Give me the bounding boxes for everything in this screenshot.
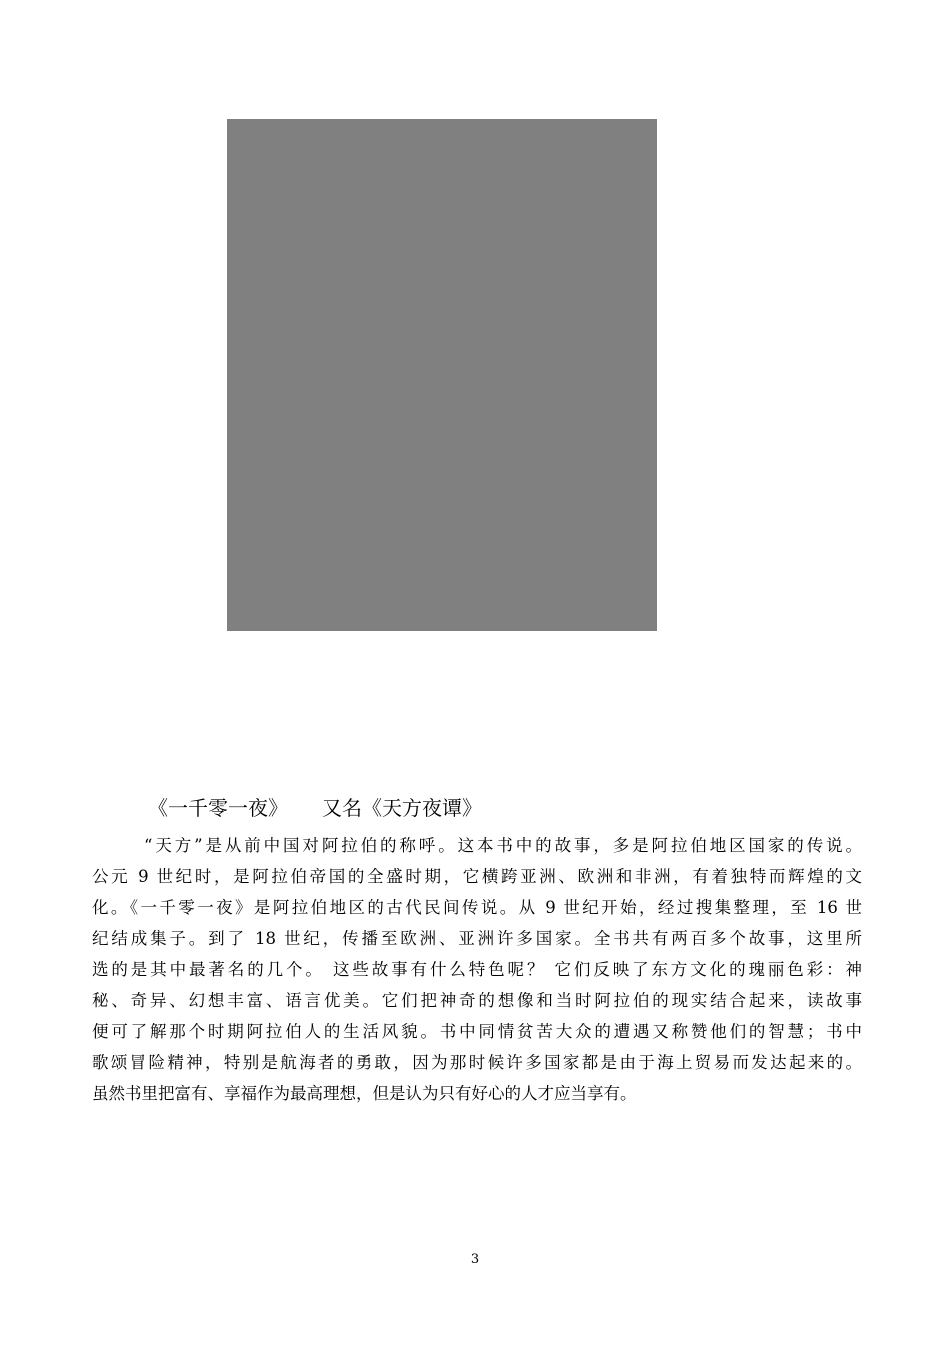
title-main: 《一千零一夜》 xyxy=(148,796,288,820)
paragraph-line: 选的是其中最著名的几个。 这些故事有什么特色呢？ 它们反映了东方文化的瑰丽色彩：神 xyxy=(92,960,862,979)
paragraph-line: 虽然书里把富有、享福作为最高理想，但是认为只有好心的人才应当享有。 xyxy=(92,1084,637,1103)
illustration-placeholder xyxy=(227,119,657,631)
paragraph-line: 纪结成集子。到了 18 世纪，传播至欧洲、亚洲许多国家。全书共有两百多个故事，这里所 xyxy=(92,929,862,948)
paragraph-line: 便可了解那个时期阿拉伯人的生活风貌。书中同情贫苦大众的遭遇又称赞他们的智慧；书中 xyxy=(92,1022,862,1041)
paragraph-line: 秘、奇异、幻想丰富、语言优美。它们把神奇的想像和当时阿拉伯的现实结合起来，读故事 xyxy=(92,991,862,1010)
paragraph-line: 化。《一千零一夜》是阿拉伯地区的古代民间传说。从 9 世纪开始，经过搜集整理，至 16 世 xyxy=(92,898,862,917)
book-title xyxy=(148,793,482,823)
paragraph-line: 歌颂冒险精神，特别是航海者的勇敢，因为那时候许多国家都是由于海上贸易而发达起来的。 xyxy=(92,1053,862,1072)
title-alt: 又名《天方夜谭》 xyxy=(322,796,482,820)
intro-paragraph xyxy=(92,830,862,1109)
page-number: 3 xyxy=(470,1252,480,1267)
paragraph-line: 公元 9 世纪时，是阿拉伯帝国的全盛时期，它横跨亚洲、欧洲和非洲，有着独特而辉煌的文 xyxy=(92,867,862,886)
paragraph-line: “天方”是从前中国对阿拉伯的称呼。这本书中的故事，多是阿拉伯地区国家的传说。 xyxy=(144,836,862,855)
